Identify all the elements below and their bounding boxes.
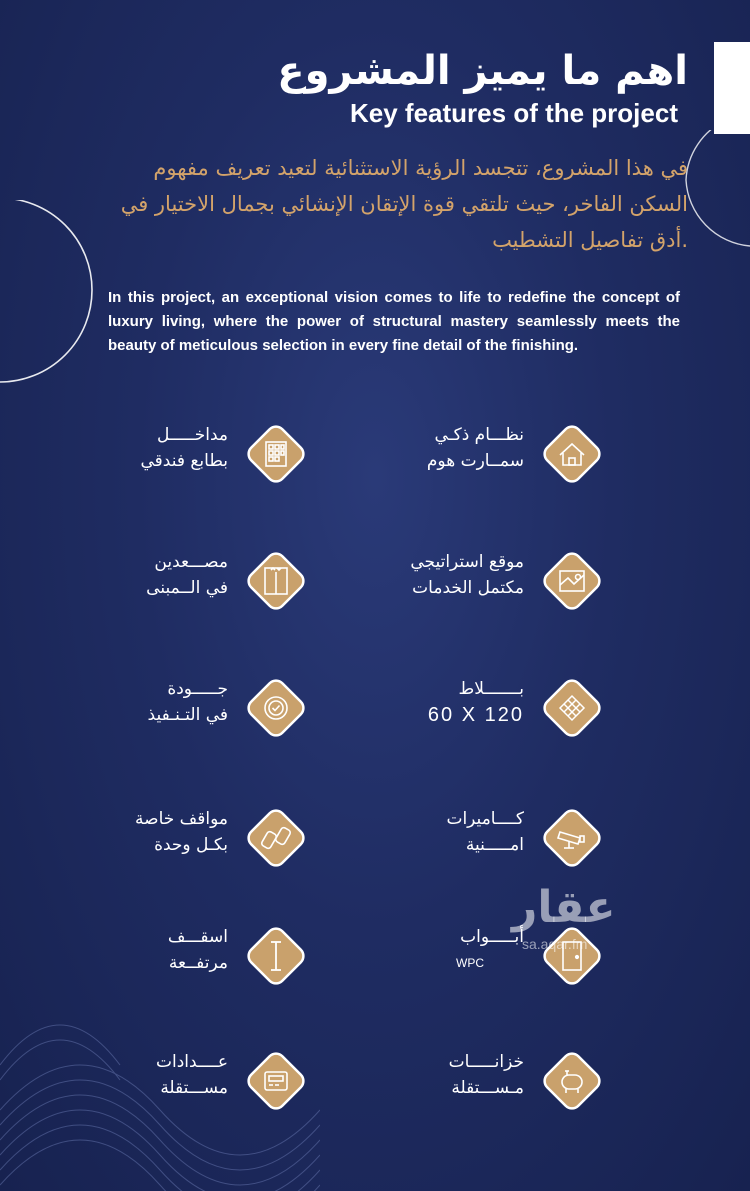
feature-label-line2: مـســـتقلة [451,1078,524,1098]
smart-home-icon [536,418,608,490]
feature-label-line2: في التـنـفيذ [147,705,228,725]
feature-label-line1: موقع استراتيجي [410,552,524,572]
high-ceiling-icon [240,920,312,992]
page-title-english: Key features of the project [350,98,678,128]
feature-label-line2: مكتمل الخدمات [412,578,524,598]
feature-label-line1: عــــدادات [155,1052,228,1072]
feature-label-line2: WPC [456,956,484,970]
security-camera-icon [536,802,608,874]
feature-label-line1: أبـــــواب [460,927,524,947]
feature-label-line2: مرتفــعة [168,953,228,973]
feature-independent-meters [72,1045,312,1117]
feature-label-line1: جـــــودة [167,679,228,699]
feature-label-line2: سمــارت هوم [426,451,524,471]
parking-cars-icon [240,802,312,874]
feature-label-line1: مواقف خاصة [135,809,228,829]
feature-label-line2: في الــمبنى [146,578,228,598]
location-map-icon [536,545,608,617]
feature-label-line1: بـــــــلاط [458,679,524,699]
feature-private-parking [72,802,312,874]
tiles-icon [536,672,608,744]
watermark-url: sa.aqar.fm [522,936,588,952]
corner-white-block [714,42,750,134]
intro-arabic-line: السكن الفاخر، حيث تلتقي قوة الإتقان الإنشائي بجمال الاختيار في [120,192,688,216]
feature-label-line2: مســـتقلة [160,1078,228,1098]
feature-strategic-location [368,545,608,617]
feature-high-ceilings [72,920,312,992]
feature-label-line2: بكـل وحدة [154,835,228,855]
feature-tiles [368,672,608,744]
feature-security-cameras [368,802,608,874]
elevator-icon [240,545,312,617]
watermark-brand: عقار [512,882,616,933]
hotel-building-icon [240,418,312,490]
feature-independent-tanks [368,1045,608,1117]
feature-quality [72,672,312,744]
water-tank-icon [536,1045,608,1117]
intro-arabic-line: .أدق تفاصيل التشطيب [492,228,688,252]
feature-label-line2: امـــــنية [465,835,524,855]
feature-label-line1: خزانـــــات [448,1052,524,1072]
feature-hotel-entrances [72,418,312,490]
intro-arabic-line: في هذا المشروع، تتجسد الرؤية الاستثنائية لتعيد تعريف مفهوم [153,156,688,180]
feature-label-line2: بطابع فندقي [140,451,228,471]
intro-arabic [88,150,688,258]
feature-smart-home [368,418,608,490]
quality-badge-icon [240,672,312,744]
meter-icon [240,1045,312,1117]
feature-label-line1: نظـــام ذكـي [434,425,524,445]
feature-elevators [72,545,312,617]
feature-label-line1: مداخـــــل [156,425,228,445]
feature-label-line2: 60 X 120 [427,704,524,726]
feature-label-line1: اسقـــف [167,927,228,947]
page-title-arabic: اهم ما يميز المشروع [277,48,688,94]
intro-english: In this project, an exceptional vision comes to life to redefine the concept of luxury living, where the power of structural mastery seamlessly meets the beauty of meticulous selection in every fine detail of the finishing. [108,289,680,354]
feature-label-line1: مصـــعدين [154,552,228,572]
feature-label-line1: كــــاميرات [446,809,524,829]
